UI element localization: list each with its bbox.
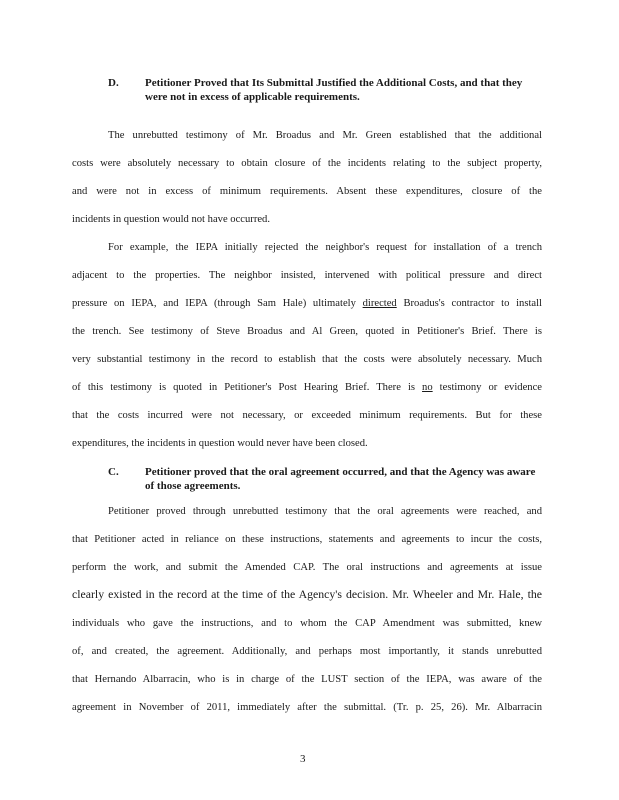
body-line: incidents in question would not have occurred. bbox=[72, 214, 270, 225]
section-d-title: Petitioner Proved that Its Submittal Justified the Additional Costs, and that they were not in excess of applicable requirements. bbox=[145, 77, 523, 103]
body-line: expenditures, the incidents in question would never have been closed. bbox=[72, 438, 368, 449]
body-line: clearly existed in the record at the time of the Agency's decision. Mr. Wheeler and Mr. Hale, the bbox=[72, 587, 542, 601]
body-line bbox=[72, 297, 542, 310]
body-text: Broadus's contractor to install bbox=[396, 298, 542, 309]
body-text: of this testimony is quoted in Petitioner's Post Hearing Brief. There is bbox=[72, 382, 423, 393]
page-number: 3 bbox=[300, 753, 306, 765]
body-line: very substantial testimony in the record to establish that the costs were absolutely necessary. Much bbox=[72, 354, 542, 365]
body-line: the trench. See testimony of Steve Broadus and Al Green, quoted in Petitioner's Brief. There is bbox=[72, 326, 542, 337]
body-line: individuals who gave the instructions, and to whom the CAP Amendment was submitted, knew bbox=[72, 618, 542, 629]
section-c-number: C. bbox=[108, 466, 119, 478]
underlined-word: no bbox=[422, 382, 433, 393]
body-text: testimony or evidence bbox=[432, 382, 542, 393]
body-line: Petitioner proved through unrebutted testimony that the oral agreements were reached, and bbox=[108, 506, 542, 517]
body-line: that Petitioner acted in reliance on these instructions, statements and agreements to incur the costs, bbox=[72, 534, 542, 545]
body-line: and were not in excess of minimum requirements. Absent these expenditures, closure of the bbox=[72, 186, 542, 197]
body-line: costs were absolutely necessary to obtain closure of the incidents relating to the subject property, bbox=[72, 158, 542, 169]
body-line: The unrebutted testimony of Mr. Broadus and Mr. Green established that the additional bbox=[108, 130, 542, 141]
body-line: For example, the IEPA initially rejected the neighbor's request for installation of a trench bbox=[108, 242, 542, 253]
body-line: of, and created, the agreement. Additionally, and perhaps most importantly, it stands unrebutted bbox=[72, 646, 542, 657]
body-line bbox=[72, 381, 542, 394]
body-line: adjacent to the properties. The neighbor insisted, intervened with political pressure and direct bbox=[72, 270, 542, 281]
underlined-word: directed bbox=[362, 298, 397, 309]
body-line: agreement in November of 2011, immediately after the submittal. (Tr. p. 25, 26). Mr. Albarracin bbox=[72, 702, 542, 713]
section-d-number: D. bbox=[108, 77, 119, 89]
section-c-title: Petitioner proved that the oral agreement occurred, and that the Agency was aware of those agreements. bbox=[145, 466, 536, 492]
body-line: perform the work, and submit the Amended CAP. The oral instructions and agreements at issue bbox=[72, 562, 542, 573]
body-text: pressure on IEPA, and IEPA (through Sam Hale) ultimately bbox=[72, 298, 363, 309]
body-line: that the costs incurred were not necessary, or exceeded minimum requirements. But for these bbox=[72, 410, 542, 421]
body-line: that Hernando Albarracin, who is in charge of the LUST section of the IEPA, was aware of the bbox=[72, 674, 542, 685]
